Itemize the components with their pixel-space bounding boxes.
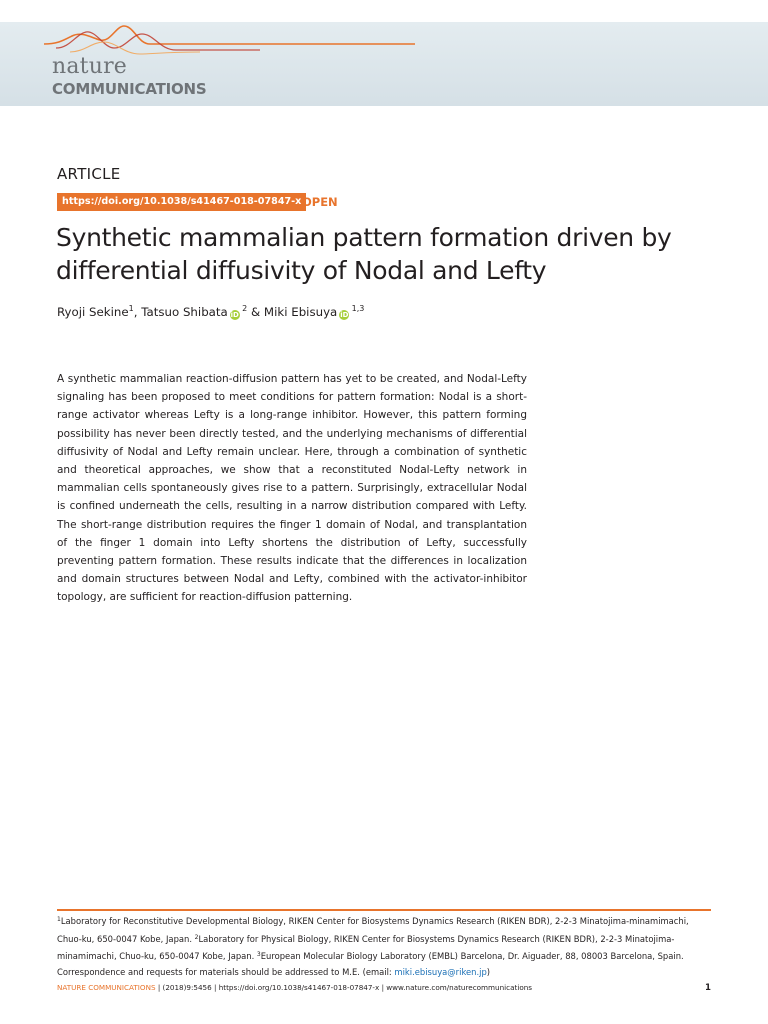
affiliation-number: 1 bbox=[57, 916, 61, 923]
author-name[interactable]: Ryoji Sekine bbox=[57, 305, 129, 319]
orcid-icon[interactable]: iD bbox=[340, 311, 349, 319]
affiliation-text: Laboratory for Physical Biology, RIKEN Center for Biosystems Dynamics Research (RIKEN BDR), 2-2-3 Minatojima-minamimachi, Chuo-ku, 650-0047 Kobe, Japan. bbox=[57, 933, 675, 962]
author-name[interactable]: Miki Ebisuya bbox=[263, 305, 338, 319]
affiliation-number: 3 bbox=[256, 951, 261, 959]
affiliation-text: Laboratory for Reconstitutive Developmental Biology, RIKEN Center for Biosystems Dynamics Research (RIKEN BDR), 2-2-3 Minatojima-minamimachi, Chuo-ku, 650-0047 Kobe, Japan. bbox=[57, 916, 689, 944]
correspondence-email-link[interactable]: miki.ebisuya@riken.jp bbox=[394, 966, 487, 977]
logo-communications-text: COMMUNICATIONS bbox=[52, 80, 207, 98]
affiliation-text: European Molecular Biology Laboratory (EMBL) Barcelona, Dr. Aiguader, 88, 08003 Barcelona, Spain. bbox=[260, 951, 684, 962]
author-affiliation-sup: 2 bbox=[242, 304, 248, 313]
doi-link[interactable]: https://doi.org/10.1038/s41467-018-07847-x bbox=[57, 193, 306, 211]
footer-journal-name: NATURE COMMUNICATIONS bbox=[57, 983, 156, 992]
author-affiliation-sup: 1 bbox=[128, 304, 134, 313]
author-name[interactable]: Tatsuo Shibata bbox=[141, 305, 228, 319]
affiliation-number: 2 bbox=[194, 933, 199, 941]
page-footer bbox=[57, 981, 711, 995]
page-number: 1 bbox=[705, 983, 711, 993]
affiliation-divider bbox=[57, 909, 711, 911]
author-separator: & bbox=[247, 305, 264, 319]
article-type-label: ARTICLE bbox=[57, 165, 121, 183]
author-separator: , bbox=[133, 305, 142, 319]
abstract-text: A synthetic mammalian reaction-diffusion pattern has yet to be created, and Nodal-Lefty signaling has been proposed to meet conditions for pattern formation: Nodal is a short-range activator whereas Lefty is a long-range inhibitor. However, this pattern forming possibility has never been directly tested, and the underlying mechanisms of differential diffusivity of Nodal and Lefty remain unclear. Here, through a combination of synthetic and theoretical approaches, we show that a reconstituted Nodal-Lefty network in mammalian cells spontaneously gives rise to a pattern. Surprisingly, extracellular Nodal is confined underneath the cells, resulting in a narrow distribution compared with Lefty. The short-range distribution requires the finger 1 domain of Nodal, and transplantation of the finger 1 domain into Lefty shortens the distribution of Lefty, successfully preventing pattern formation. These results indicate that the differences in localization and domain structures between Nodal and Lefty, combined with the activator-inhibitor topology, are sufficient for reaction-diffusion patterning. bbox=[57, 373, 527, 604]
orcid-icon[interactable]: iD bbox=[230, 311, 239, 319]
footer-citation: | (2018)9:5456 | https://doi.org/10.1038/s41467-018-07847-x | www.nature.com/naturecommunications bbox=[155, 983, 533, 992]
logo-nature-text: nature bbox=[52, 54, 128, 79]
author-list bbox=[57, 300, 364, 321]
journal-banner bbox=[0, 22, 768, 106]
correspondence-close: ) bbox=[486, 966, 491, 977]
open-access-badge: OPEN bbox=[302, 195, 338, 209]
author-affiliation-sup: 1,3 bbox=[351, 304, 365, 313]
correspondence-text: Correspondence and requests for materials should be addressed to M.E. (email: bbox=[57, 966, 395, 977]
article-title: Synthetic mammalian pattern formation driven by differential diffusivity of Nodal and Lefty bbox=[56, 223, 672, 285]
affiliations-block bbox=[57, 912, 711, 980]
